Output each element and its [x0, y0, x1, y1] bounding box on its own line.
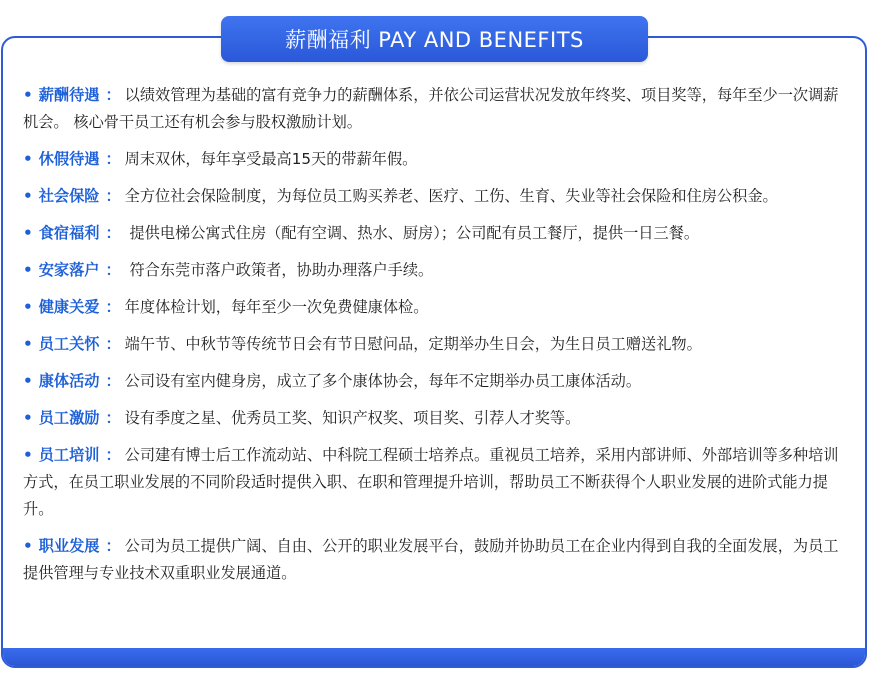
list-item [23, 220, 851, 247]
list-item [23, 533, 851, 587]
list-item [23, 442, 851, 523]
list-item [23, 405, 851, 432]
list-item [23, 368, 851, 395]
item-colon: ： [105, 372, 121, 390]
bullet-icon: • [23, 187, 33, 205]
section-title-banner [221, 16, 648, 62]
item-colon: ： [105, 298, 121, 316]
bullet-icon: • [23, 335, 33, 353]
item-text: 提供电梯公寓式住房（配有空调、热水、厨房）；公司配有员工餐厅，提供一日三餐。 [124, 224, 700, 242]
item-label: 社会保险 [38, 187, 100, 205]
item-colon: ： [105, 224, 121, 242]
item-text: 符合东莞市落户政策者，协助办理落户手续。 [124, 261, 434, 279]
bullet-icon: • [23, 372, 33, 390]
item-colon: ： [105, 335, 121, 353]
item-label: 健康关爱 [38, 298, 100, 316]
section-title: 薪酬福利 PAY AND BENEFITS [285, 28, 584, 52]
bullet-icon: • [23, 409, 33, 427]
footer-bar [3, 648, 865, 666]
item-text: 周末双休，每年享受最高15天的带薪年假。 [124, 150, 418, 168]
item-text: 公司设有室内健身房，成立了多个康体协会，每年不定期举办员工康体活动。 [124, 372, 642, 390]
bullet-icon: • [23, 446, 33, 464]
item-label: 食宿福利 [38, 224, 100, 242]
list-item [23, 146, 851, 173]
list-item [23, 82, 851, 136]
item-label: 员工培训 [38, 446, 100, 464]
list-item [23, 257, 851, 284]
bullet-icon: • [23, 298, 33, 316]
item-colon: ： [105, 187, 121, 205]
item-text: 全方位社会保险制度，为每位员工购买养老、医疗、工伤、生育、失业等社会保险和住房公积金。 [124, 187, 778, 205]
bullet-icon: • [23, 537, 33, 555]
bullet-icon: • [23, 150, 33, 168]
list-item [23, 331, 851, 358]
item-colon: ： [105, 446, 121, 464]
item-text: 端午节、中秋节等传统节日会有节日慰问品，定期举办生日会，为生日员工赠送礼物。 [124, 335, 702, 353]
bullet-icon: • [23, 224, 33, 242]
item-label: 员工关怀 [38, 335, 100, 353]
list-item [23, 294, 851, 321]
item-label: 职业发展 [38, 537, 100, 555]
item-text: 公司为员工提供广阔、自由、公开的职业发展平台，鼓励并协助员工在企业内得到自我的全面发展，为员工提供管理与专业技术双重职业发展通道。 [23, 537, 839, 582]
item-label: 安家落户 [38, 261, 100, 279]
item-text: 设有季度之星、优秀员工奖、知识产权奖、项目奖、引荐人才奖等。 [124, 409, 581, 427]
item-label: 休假待遇 [38, 150, 100, 168]
bullet-icon: • [23, 86, 33, 104]
bullet-icon: • [23, 261, 33, 279]
item-colon: ： [105, 537, 121, 555]
item-colon: ： [105, 150, 121, 168]
item-colon: ： [105, 86, 121, 104]
item-colon: ： [105, 409, 121, 427]
benefits-list [23, 82, 851, 597]
item-label: 康体活动 [38, 372, 100, 390]
item-label: 员工激励 [38, 409, 100, 427]
item-text: 公司建有博士后工作流动站、中科院工程硕士培养点。重视员工培养，采用内部讲师、外部培训等多种培训方式，在员工职业发展的不同阶段适时提供入职、在职和管理提升培训，帮助员工不断获得个人职业发展的进阶式能力提升。 [23, 446, 839, 518]
list-item [23, 183, 851, 210]
item-text: 以绩效管理为基础的富有竞争力的薪酬体系，并依公司运营状况发放年终奖、项目奖等，每年至少一次调薪机会。 核心骨干员工还有机会参与股权激励计划。 [23, 86, 839, 131]
item-label: 薪酬待遇 [38, 86, 100, 104]
item-colon: ： [105, 261, 121, 279]
item-text: 年度体检计划，每年至少一次免费健康体检。 [124, 298, 429, 316]
